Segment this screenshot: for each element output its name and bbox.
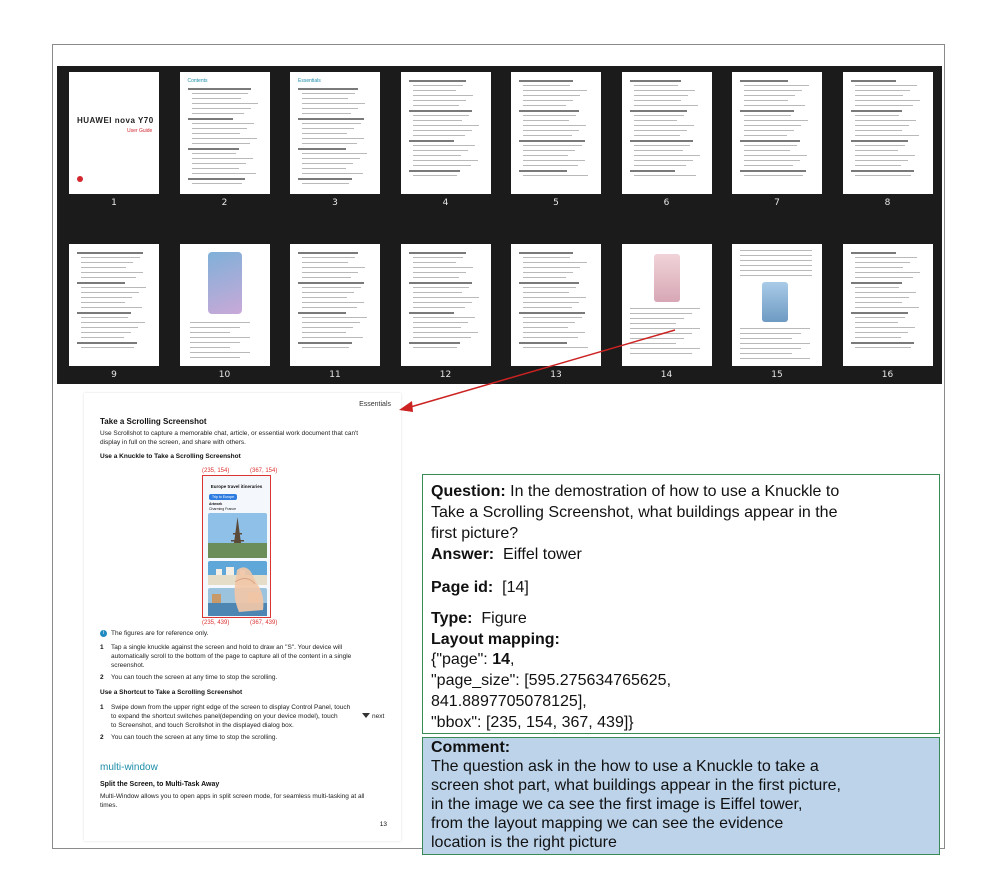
layout-line-2: "page_size": [595.275634765625, xyxy=(431,672,672,689)
thumbnail-page-number: 16 xyxy=(881,370,894,380)
coord-bottom-right: (367, 439) xyxy=(250,620,278,626)
thumbnail-page-number: 5 xyxy=(553,198,559,208)
page-number: 13 xyxy=(379,821,387,828)
comment-line-4: from the layout mapping we can see the evidence xyxy=(431,815,784,832)
thumbnail-page-number: 2 xyxy=(221,198,228,208)
comment-line-5: location is the right picture xyxy=(431,834,617,851)
thumbnail-page-number: 15 xyxy=(771,370,783,380)
step1-line-a: Tap a single knuckle against the screen and hold to draw an "S". Your device will xyxy=(111,644,343,651)
layout-line-4: "bbox": [235, 154, 367, 439]} xyxy=(431,714,634,731)
reference-note: The figures are for reference only. xyxy=(111,630,209,637)
coord-bottom-left: (235, 439) xyxy=(202,620,230,626)
step2-text: You can touch the screen at any time to stop the scrolling. xyxy=(111,674,278,681)
split-line-1: Multi-Window allows you to open apps in split screen mode, for seamless multi-tasking at all xyxy=(100,793,365,800)
answer-text: Eiffel tower xyxy=(503,546,582,563)
pageid-label: Page id: xyxy=(431,579,494,596)
answer-label: Answer: xyxy=(431,546,495,563)
question-label: Question: xyxy=(431,483,506,500)
cover-subtitle: User Guide xyxy=(127,128,153,134)
type-line xyxy=(431,609,527,628)
thumb-essentials-title: Essentials xyxy=(298,78,321,84)
intro-line-2: display in full on the screen, and share with others. xyxy=(100,439,246,446)
thumbnail-page-number: 12 xyxy=(439,370,452,380)
type-label: Type: xyxy=(431,610,473,627)
shortcut-step1-line-c: next xyxy=(372,713,385,720)
layout-label: Layout mapping: xyxy=(431,631,560,648)
step1-line-c: screenshot. xyxy=(111,662,145,669)
thumbnail-page-number: 4 xyxy=(442,198,449,208)
section-shortcut-heading: Use a Shortcut to Take a Scrolling Screenshot xyxy=(100,689,243,696)
comment-label-line xyxy=(431,738,510,757)
section-knuckle-heading: Use a Knuckle to Take a Scrolling Screenshot xyxy=(100,453,241,460)
coord-top-left: (235, 154) xyxy=(202,468,230,474)
thumbnail-page-number: 7 xyxy=(774,198,780,208)
question-line-2: Take a Scrolling Screenshot, what buildings appear in the xyxy=(431,504,838,521)
shortcut-step1-line-a: Swipe down from the upper right edge of the screen to display Control Panel, touch xyxy=(111,704,351,711)
intro-line-1: Use Scrollshot to capture a memorable chat, article, or essential work document that can't xyxy=(100,430,359,437)
split-line-2: times. xyxy=(100,802,118,809)
type-text: Figure xyxy=(481,610,527,627)
shortcut-step1-line-b: to expand the shortcut switches panel(depending on your device model), touch xyxy=(111,713,338,720)
phone-heading: Europe travel itineraries xyxy=(210,484,263,489)
shortcut-step1-number: 1 xyxy=(100,704,104,711)
layout-line-1 xyxy=(431,650,514,669)
layout-line-3: 841.8897705078125], xyxy=(431,693,587,710)
info-icon: i xyxy=(100,630,107,637)
multiwindow-heading: multi-window xyxy=(100,762,158,773)
question-line-3: first picture? xyxy=(431,525,519,542)
coord-top-right: (367, 154) xyxy=(250,468,278,474)
question-line-1 xyxy=(431,482,839,501)
thumbnail-page-number: 3 xyxy=(332,198,338,208)
thumbnail-page-number: 10 xyxy=(218,370,231,380)
page-header: Essentials xyxy=(359,401,391,408)
answer-line xyxy=(431,545,582,564)
cover-brand: HUAWEI nova Y70 xyxy=(77,116,154,125)
thumbnail-page-number: 13 xyxy=(550,370,562,380)
step1-line-b: automatically scroll to the bottom of the page to capture all of the content in a single xyxy=(111,653,352,660)
thumbnail-page-number: 1 xyxy=(111,198,117,208)
comment-line-2: screen shot part, what buildings appear in the first picture, xyxy=(431,777,841,794)
shortcut-step2-text: You can touch the screen at any time to stop the scrolling. xyxy=(111,734,278,741)
thumbnail-page-number: 9 xyxy=(111,370,117,380)
layout-label-line xyxy=(431,630,560,649)
thumbnail-page-number: 6 xyxy=(663,198,670,208)
question-text-1: In the demostration of how to use a Knuckle to xyxy=(510,483,840,500)
page-title: Take a Scrolling Screenshot xyxy=(100,417,207,426)
layout-1c: , xyxy=(509,651,515,668)
pageid-text: [14] xyxy=(502,579,529,596)
phone-subheading: Artwork xyxy=(209,502,223,506)
layout-1b: 14 xyxy=(492,651,510,668)
split-screen-title: Split the Screen, to Multi-Task Away xyxy=(100,781,220,788)
step1-number: 1 xyxy=(100,644,104,651)
shortcut-step1-line-d: to Screenshot, and touch Scrollshot in the displayed dialog box. xyxy=(111,722,294,729)
thumb-contents-title: Contents xyxy=(187,78,208,84)
thumbnail-page-number: 8 xyxy=(884,198,891,208)
comment-label: Comment: xyxy=(431,739,511,756)
comment-line-3: in the image we ca see the first image is Eiffel tower, xyxy=(431,796,803,813)
pageid-line xyxy=(431,578,529,597)
step2-number: 2 xyxy=(100,674,104,681)
phone-trip-button: Trip to Europe xyxy=(209,494,237,500)
layout-1a: {"page": xyxy=(431,651,493,668)
thumbnail-page-number: 14 xyxy=(660,370,673,380)
phone-item: Charming France xyxy=(209,507,237,511)
comment-line-1: The question ask in the how to use a Knuckle to take a xyxy=(431,758,819,775)
shortcut-step2-number: 2 xyxy=(100,734,104,741)
thumbnail-page-number: 11 xyxy=(329,370,341,380)
